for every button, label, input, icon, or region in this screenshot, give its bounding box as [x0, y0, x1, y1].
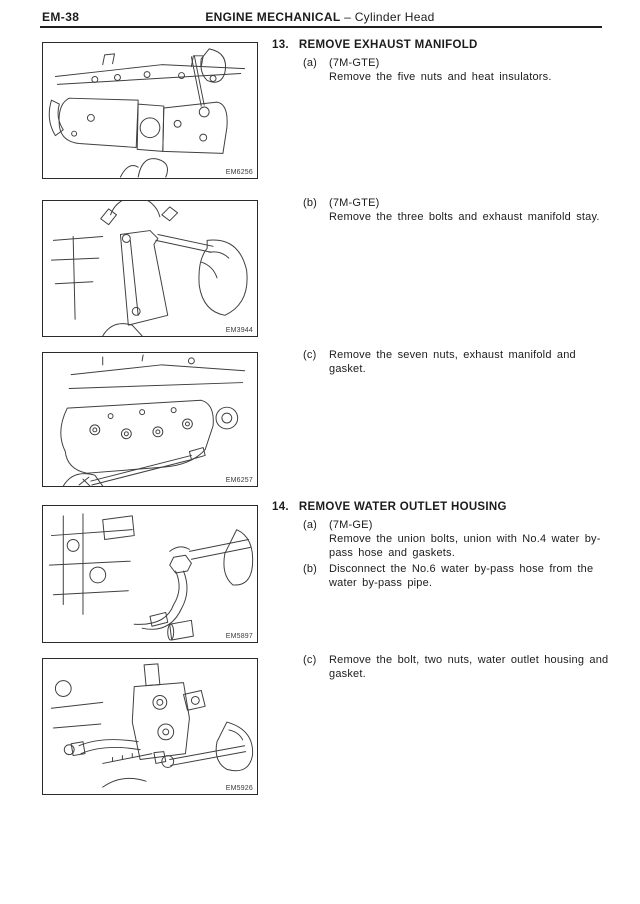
page-number: EM-38 [42, 10, 80, 24]
step-title: REMOVE WATER OUTLET HOUSING [298, 501, 507, 513]
item-text: (7M-GTE) Remove the five nuts and heat insulators. [329, 57, 552, 83]
step-13-item-a [303, 56, 611, 84]
engine-line-drawing [43, 506, 257, 642]
subsection-title: Cylinder Head [354, 10, 435, 24]
item-text: (7M-GTE) Remove the three bolts and exhaust manifold stay. [329, 197, 600, 223]
item-text: (7M-GE) Remove the union bolts, union with No.4 water by- pass hose and gaskets. [329, 519, 601, 559]
section-title: ENGINE MECHANICAL [205, 10, 341, 24]
step-13-item-c [303, 348, 611, 376]
engine-line-drawing [43, 201, 257, 336]
engine-line-drawing [43, 353, 257, 486]
step-number: 14. [272, 501, 289, 513]
step-14-heading [272, 501, 507, 513]
figure-manifold-stay [42, 200, 258, 337]
figure-water-bypass-union [42, 505, 258, 643]
item-text: Disconnect the No.6 water by-pass hose from the water by-pass pipe. [329, 563, 594, 589]
engine-line-drawing [43, 43, 257, 178]
step-13-heading [272, 39, 478, 51]
header-rule [40, 26, 602, 28]
item-text: Remove the bolt, two nuts, water outlet housing and gasket. [329, 654, 609, 680]
step-13-item-b [303, 196, 611, 224]
figure-heat-insulators [42, 42, 258, 179]
step-14-item-c [303, 653, 611, 681]
step-14-item-a [303, 518, 611, 560]
figure-code: EM6256 [225, 169, 253, 176]
item-text: Remove the seven nuts, exhaust manifold and gasket. [329, 349, 576, 375]
step-number: 13. [272, 39, 289, 51]
figure-exhaust-manifold [42, 352, 258, 487]
figure-code: EM6257 [225, 477, 253, 484]
item-label: (b) [303, 563, 318, 575]
item-label: (c) [303, 654, 317, 666]
title-separator: – [344, 10, 352, 24]
figure-code: EM3944 [225, 327, 253, 334]
step-14-item-b [303, 562, 611, 590]
page-title [0, 10, 640, 24]
item-label: (c) [303, 349, 317, 361]
item-label: (a) [303, 57, 318, 69]
figure-code: EM5926 [225, 785, 253, 792]
figure-code: EM5897 [225, 633, 253, 640]
item-label: (b) [303, 197, 318, 209]
figure-water-outlet-housing [42, 658, 258, 795]
item-label: (a) [303, 519, 318, 531]
engine-line-drawing [43, 659, 257, 794]
step-title: REMOVE EXHAUST MANIFOLD [298, 39, 478, 51]
